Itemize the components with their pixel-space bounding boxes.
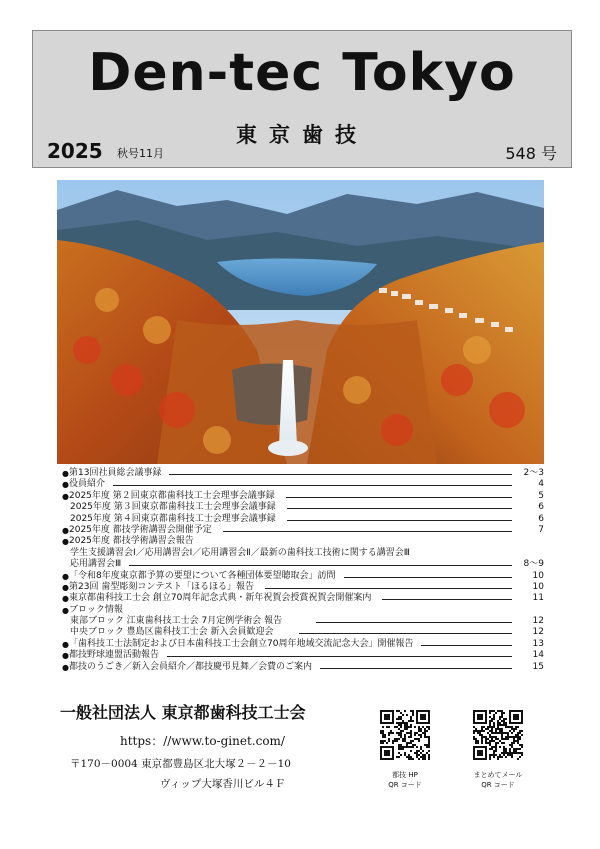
website-url[interactable]: https：//www.to-ginet.com/ xyxy=(120,734,285,748)
qr-mail-caption-line2: QR コード xyxy=(481,781,515,789)
toc-item-label: 「歯科技工士法制定および日本歯科技工士会創立70周年地域交流記念大会」開催報告 xyxy=(69,638,414,649)
toc-item-page: 6 xyxy=(538,513,544,524)
bullet-icon: ● xyxy=(62,639,69,649)
toc-item-label: 都技野球連盟活動報告 xyxy=(69,650,160,661)
toc-item-page: 15 xyxy=(532,661,544,672)
toc-item xyxy=(62,650,546,661)
toc-item xyxy=(62,605,546,616)
toc-item xyxy=(62,468,546,479)
toc-item-page: 2～3 xyxy=(523,468,544,478)
qr-hp-caption xyxy=(360,770,450,790)
toc-item xyxy=(62,479,546,490)
toc-item-page: 8～9 xyxy=(523,559,544,570)
toc-item-label: 2025年度 都技学術講習会開催予定 xyxy=(69,524,212,535)
autumn-lake-waterfall-photo-icon xyxy=(57,180,544,464)
toc-item xyxy=(62,627,546,638)
bullet-icon: ● xyxy=(62,651,69,661)
toc-item-label: 2025年度 第４回東京都歯科技工士会理事会議事録 xyxy=(70,513,276,524)
bullet-icon: ● xyxy=(62,480,69,490)
organization-name: 一般社団法人 東京都歯科技工士会 xyxy=(60,703,306,722)
qr-mail-caption-line1: まとめてメール xyxy=(473,771,523,779)
qr-hp-caption-line2: QR コード xyxy=(388,781,422,789)
toc-leader-line xyxy=(382,599,512,600)
issue-number: 548 号 xyxy=(505,144,557,163)
toc-leader-line xyxy=(320,668,512,669)
toc-leader-line xyxy=(286,497,512,498)
toc-item-page: 14 xyxy=(532,650,544,661)
address-line-1: 〒170－0004 東京都豊島区北大塚２－２－10 xyxy=(70,758,291,770)
bullet-icon: ● xyxy=(62,525,69,535)
toc-item xyxy=(62,536,546,547)
address-line-2: ヴィップ大塚香川ビル４Ｆ xyxy=(160,778,286,790)
toc-item-label: 中央ブロック 豊島区歯科技工士会 新入会員歓迎会 xyxy=(70,627,274,638)
magazine-subtitle: 東京歯技 xyxy=(236,122,368,147)
toc-item xyxy=(62,502,546,513)
toc-leader-line xyxy=(129,565,512,566)
magazine-title: Den-tec Tokyo xyxy=(88,43,516,103)
toc-item-page: 6 xyxy=(538,502,544,513)
toc-item xyxy=(62,662,546,673)
issue-season: 秋号11月 xyxy=(117,147,164,160)
qr-hp-caption-line1: 都技 HP xyxy=(392,771,418,779)
toc-item-label: 第23回 歯型彫刻コンテスト「ほるほる」報告 xyxy=(69,581,254,592)
toc-item xyxy=(62,491,546,502)
toc-item-label: 2025年度 第２回東京都歯科技工士会理事会議事録 xyxy=(69,490,275,501)
toc-leader-line xyxy=(169,474,512,475)
bullet-icon: ● xyxy=(62,571,69,581)
toc-item-label: 2025年度 都技学術講習会報告 xyxy=(69,536,194,547)
toc-item-label: ブロック情報 xyxy=(69,604,123,615)
toc-item-page: 7 xyxy=(538,524,544,535)
toc-item-label: 東部ブロック 江東歯科技工士会 7月定例学術会 報告 xyxy=(70,616,283,627)
toc-leader-line xyxy=(344,577,512,578)
qr-code-hp-icon[interactable] xyxy=(380,710,430,760)
toc-item-page: 10 xyxy=(532,581,544,592)
toc-leader-line xyxy=(316,622,512,623)
toc-leader-line xyxy=(287,520,512,521)
toc-item-label: 学生支援講習会Ⅰ／応用講習会Ⅰ／応用講習会Ⅱ／最新の歯科技工技術に関する講習会Ⅲ xyxy=(70,547,410,558)
toc-item xyxy=(62,548,546,559)
toc-leader-line xyxy=(265,588,512,589)
masthead xyxy=(32,30,572,168)
toc-item-label: 応用講習会Ⅲ xyxy=(70,559,122,570)
toc-leader-line xyxy=(113,485,512,486)
bullet-icon: ● xyxy=(62,469,69,478)
toc-item xyxy=(62,559,546,570)
toc-item xyxy=(62,514,546,525)
bullet-icon: ● xyxy=(62,662,69,672)
toc-leader-line xyxy=(223,531,512,532)
toc-leader-line xyxy=(287,508,512,509)
toc-item xyxy=(62,593,546,604)
bullet-icon: ● xyxy=(62,491,69,501)
toc-item-page: 13 xyxy=(532,638,544,649)
toc-item xyxy=(62,571,546,582)
toc-item-label: 「令和8年度東京都予算の要望について各種団体要望聴取会」訪問 xyxy=(69,570,336,581)
toc-item-page: 5 xyxy=(538,490,544,501)
issue-year: 2025 xyxy=(47,139,103,163)
toc-item xyxy=(62,582,546,593)
toc-leader-line xyxy=(167,656,512,657)
qr-code-mail-icon[interactable] xyxy=(473,710,523,760)
toc-item-page: 12 xyxy=(532,627,544,638)
bullet-icon: ● xyxy=(62,537,69,547)
toc-item-label: 2025年度 第３回東京都歯科技工士会理事会議事録 xyxy=(70,502,276,513)
bullet-icon: ● xyxy=(62,594,69,604)
toc-item-label: 役員紹介 xyxy=(69,479,106,490)
toc-item-page: 12 xyxy=(532,616,544,627)
toc-leader-line xyxy=(421,645,512,646)
toc-item xyxy=(62,616,546,627)
bullet-icon: ● xyxy=(62,605,69,615)
qr-mail-caption xyxy=(453,770,543,790)
toc-item-label: 都技のうごき／新入会員紹介／都技慶弔見舞／会費のご案内 xyxy=(69,661,313,672)
toc-item xyxy=(62,639,546,650)
toc-item xyxy=(62,525,546,536)
toc-item-page: 10 xyxy=(532,570,544,581)
bullet-icon: ● xyxy=(62,582,69,592)
table-of-contents xyxy=(62,468,546,673)
toc-item-label: 東京都歯科技工士会 創立70周年記念式典・新年祝賀会授賞祝賀会開催案内 xyxy=(69,593,372,604)
toc-leader-line xyxy=(299,633,512,634)
toc-item-page: 11 xyxy=(532,593,544,604)
toc-item-label: 第13回社員総会議事録 xyxy=(69,468,162,478)
toc-item-page: 4 xyxy=(538,479,544,490)
